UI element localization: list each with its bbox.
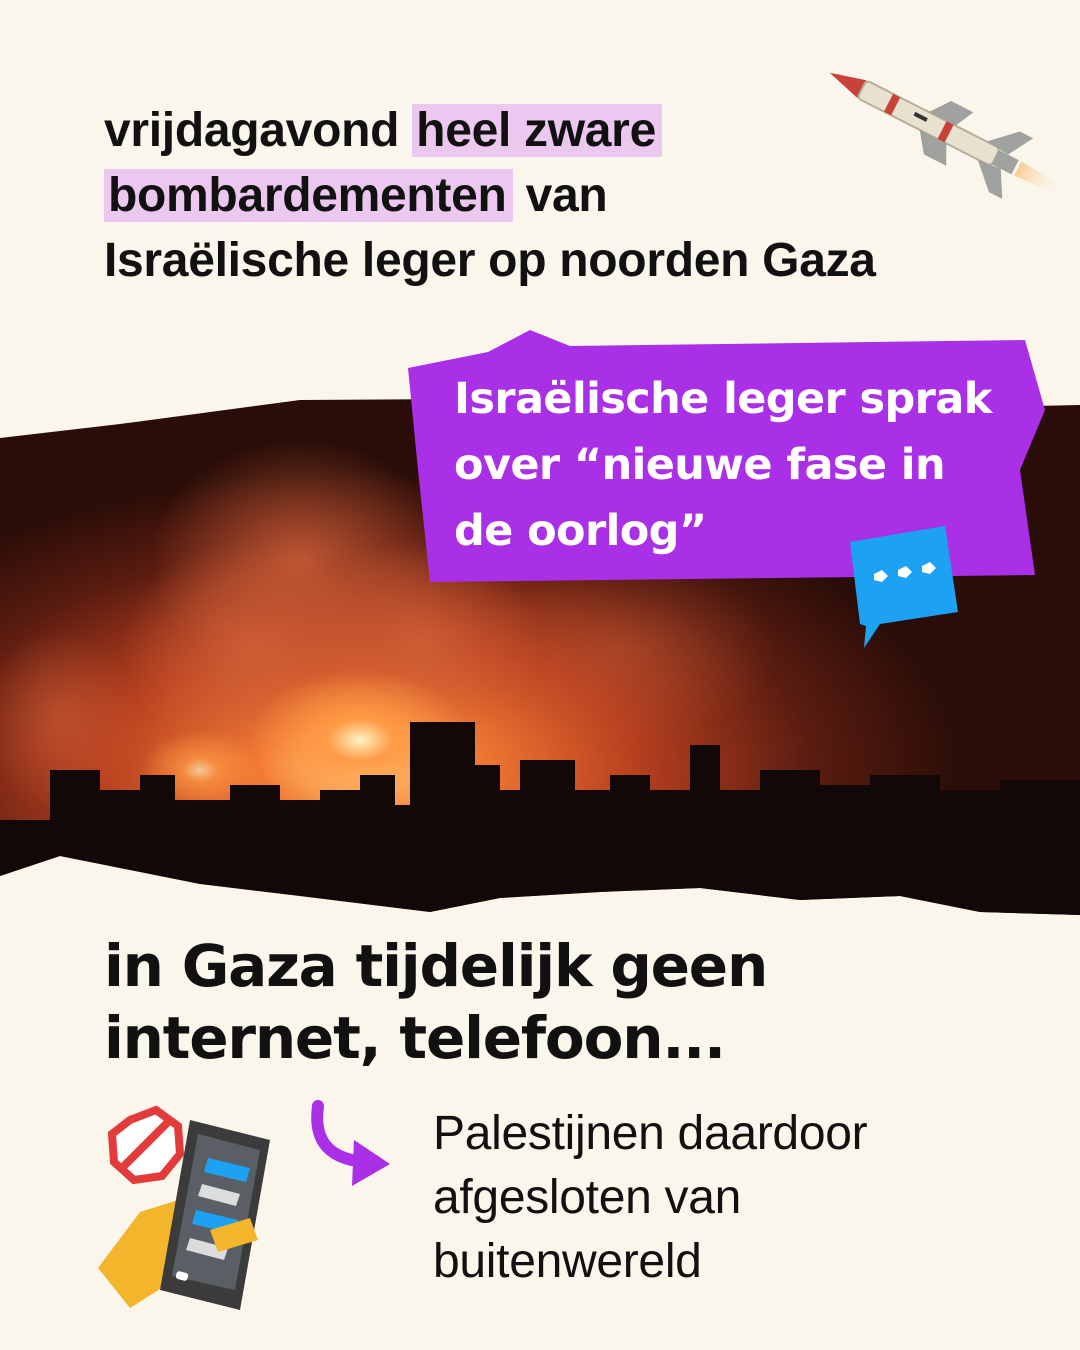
speech-bubble-icon [840,520,970,660]
bottom-headline-line-2: internet, telefoon... [104,1004,725,1072]
phone-no-signal-icon [90,1100,290,1320]
arrow-icon [300,1096,410,1196]
consequence-line-1: Palestijnen daardoor [433,1107,868,1160]
quote-line-3: de oorlog” [454,506,707,556]
headline-part2: van [512,169,608,222]
consequence-line-2: afgesloten van [433,1171,742,1224]
consequence-text [433,1102,1053,1294]
quote-line-1: Israëlische leger sprak [454,374,992,424]
consequence-line-3: buitenwereld [433,1235,702,1288]
bottom-headline [104,930,1024,1074]
headline-highlight-2: bombardementen [104,169,513,222]
bottom-headline-line-1: in Gaza tijdelijk geen [104,932,768,1000]
headline-part3: Israëlische leger op noorden Gaza [104,234,876,287]
headline-highlight-1: heel zware [412,104,662,157]
quote-line-2: over “nieuwe fase in [454,440,945,490]
headline-part1: vrijdagavond [104,104,413,157]
